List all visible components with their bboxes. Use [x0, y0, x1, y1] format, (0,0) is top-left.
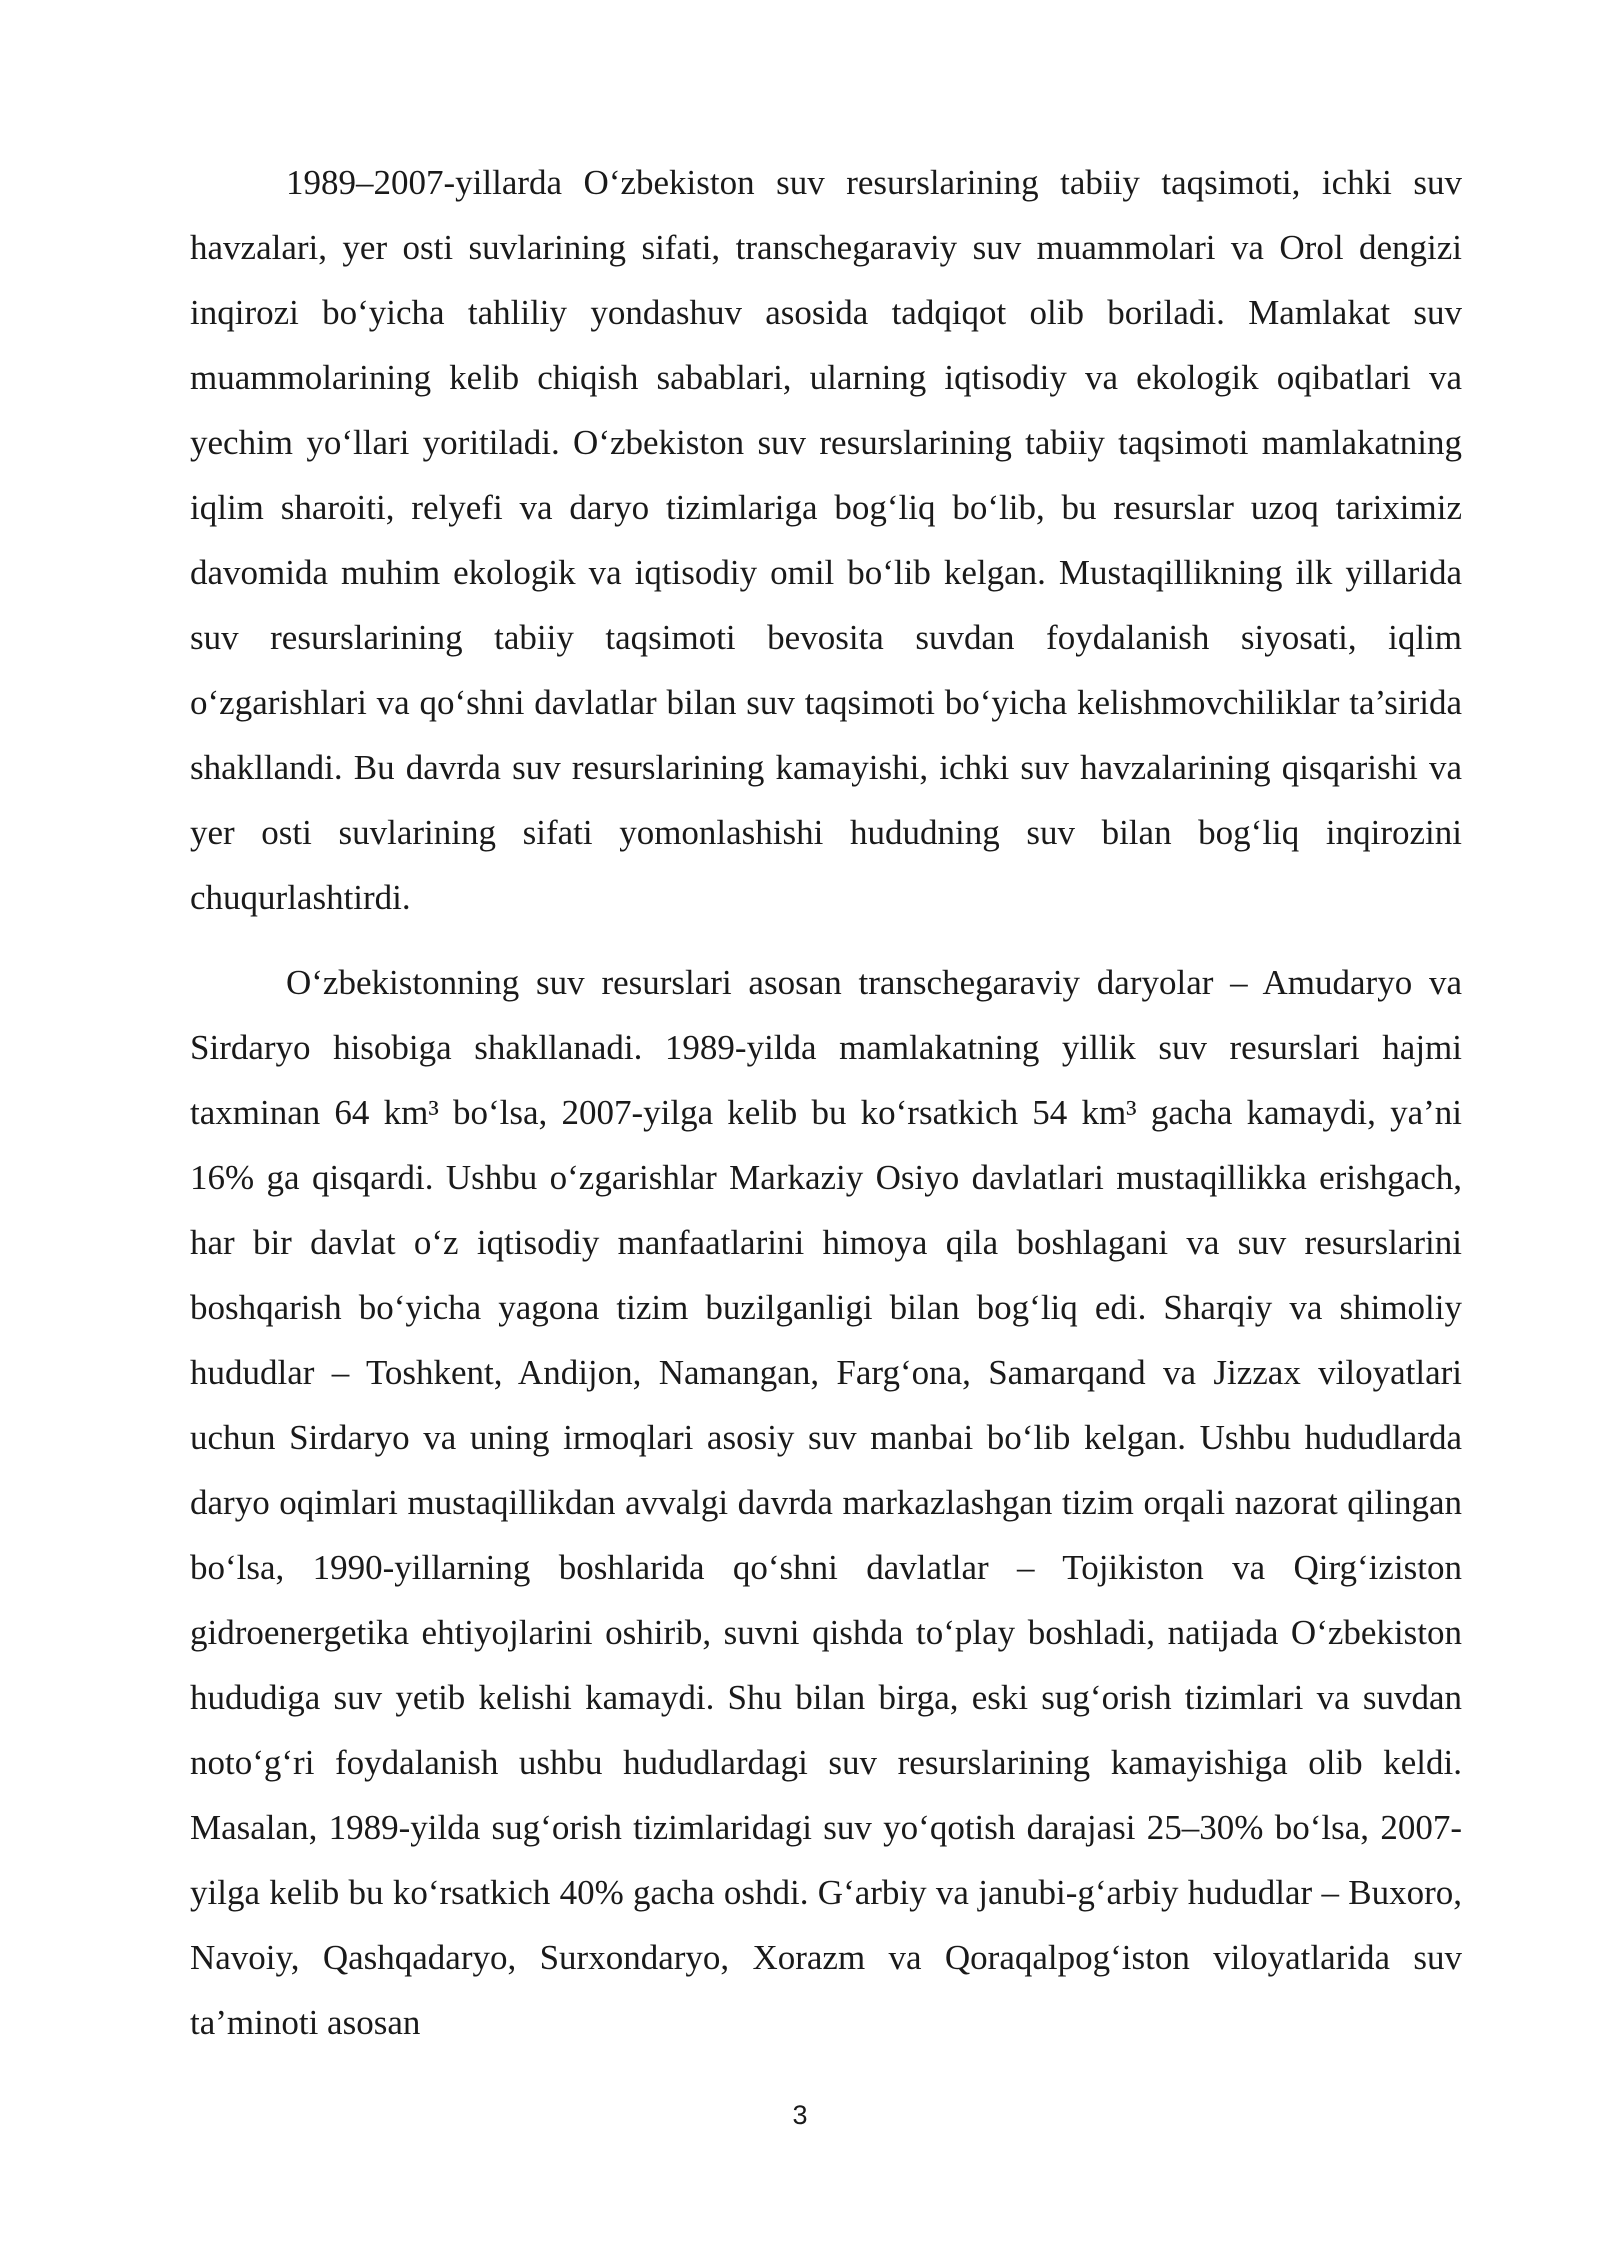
body-text	[190, 150, 1462, 2055]
paragraph-2: O‘zbekistonning suv resurslari asosan transchegaraviy daryolar – Amudaryo va Sirdaryo hisobiga shakllanadi. 1989-yilda mamlakatning yillik suv resurslari hajmi taxminan 64 km³ bo‘lsa, 2007-yilga kelib bu ko‘rsatkich 54 km³ gacha kamaydi, ya’ni 16% ga qisqardi. Ushbu o‘zgarishlar Markaziy Osiyo davlatlari mustaqillikka erishgach, har bir davlat o‘z iqtisodiy manfaatlarini himoya qila boshlagani va suv resurslarini boshqarish bo‘yicha yagona tizim buzilganligi bilan bog‘liq edi. Sharqiy va shimoliy hududlar – Toshkent, Andijon, Namangan, Farg‘ona, Samarqand va Jizzax viloyatlari uchun Sirdaryo va uning irmoqlari asosiy suv manbai bo‘lib kelgan. Ushbu hududlarda daryo oqimlari mustaqillikdan avvalgi davrda markazlashgan tizim orqali nazorat qilingan bo‘lsa, 1990-yillarning boshlarida qo‘shni davlatlar – Tojikiston va Qirg‘iziston gidroenergetika ehtiyojlarini oshirib, suvni qishda to‘play boshladi, natijada O‘zbekiston hududiga suv yetib kelishi kamaydi. Shu bilan birga, eski sug‘orish tizimlari va suvdan noto‘g‘ri foydalanish ushbu hududlardagi suv resurslarining kamayishiga olib keldi. Masalan, 1989-yilda sug‘orish tizimlaridagi suv yo‘qotish darajasi 25–30% bo‘lsa, 2007-yilga kelib bu ko‘rsatkich 40% gacha oshdi. G‘arbiy va janubi-g‘arbiy hududlar – Buxoro, Navoiy, Qashqadaryo, Surxondaryo, Xorazm va Qoraqalpog‘iston viloyatlarida suv ta’minoti asosan	[190, 963, 1462, 2042]
page-number: 3	[792, 2100, 808, 2130]
paragraph-1: 1989–2007-yillarda O‘zbekiston suv resurslarining tabiiy taqsimoti, ichki suv havzalari, yer osti suvlarining sifati, transchegaraviy suv muammolari va Orol dengizi inqirozi bo‘yicha tahliliy yondashuv asosida tadqiqot olib boriladi. Mamlakat suv muammolarining kelib chiqish sabablari, ularning iqtisodiy va ekologik oqibatlari va yechim yo‘llari yoritiladi. O‘zbekiston suv resurslarining tabiiy taqsimoti mamlakatning iqlim sharoiti, relyefi va daryo tizimlariga bog‘liq bo‘lib, bu resurslar uzoq tariximiz davomida muhim ekologik va iqtisodiy omil bo‘lib kelgan. Mustaqillikning ilk yillarida suv resurslarining tabiiy taqsimoti bevosita suvdan foydalanish siyosati, iqlim o‘zgarishlari va qo‘shni davlatlar bilan suv taqsimoti bo‘yicha kelishmovchiliklar ta’sirida shakllandi. Bu davrda suv resurslarining kamayishi, ichki suv havzalarining qisqarishi va yer osti suvlarining sifati yomonlashishi hududning suv bilan bog‘liq inqirozini chuqurlashtirdi.	[190, 163, 1462, 917]
